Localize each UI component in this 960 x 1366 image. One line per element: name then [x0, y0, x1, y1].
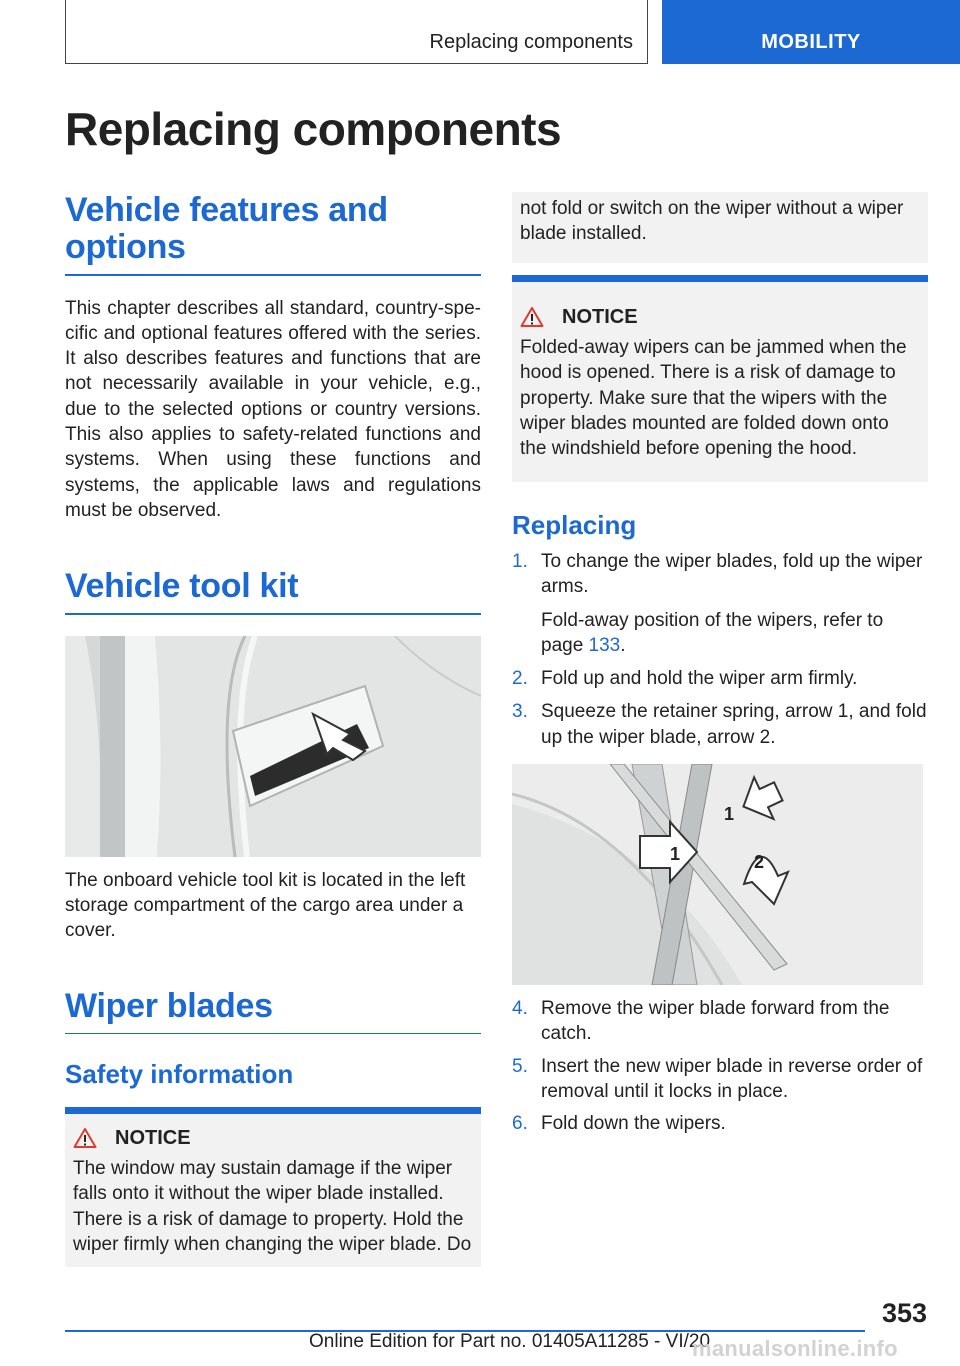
notice1-text: The window may sustain damage if the wiper falls onto it without the wiper blade installed. There is a risk of damage to property. Hold the wiper firmly when changing the wiper blade. Do — [73, 1158, 472, 1255]
features-heading: Vehicle features and options — [65, 191, 388, 266]
header-section-title: Replacing components — [429, 31, 633, 53]
page-title: Replacing components — [65, 103, 562, 155]
step-sub-suffix: . — [620, 634, 626, 656]
notice1-header — [73, 1120, 473, 1156]
notice2-bar — [512, 275, 928, 282]
replacing-heading: Replacing — [512, 510, 637, 540]
notice2-text: Folded-away wipers can be jammed when the hood is opened. There is a risk of damage to property. Make sure that the wipers with the wiper blades mounted are folded down onto the windshield before opening the hood. — [520, 337, 907, 460]
figure-label-2: 2 — [754, 852, 765, 873]
warning-icon — [73, 1127, 97, 1149]
header-chapter-tab[interactable] — [662, 0, 960, 64]
wipers-rule — [65, 1033, 481, 1035]
replacing-steps — [512, 549, 928, 750]
warning-icon — [520, 306, 544, 328]
toolkit-caption: The onboard vehicle tool kit is located in the left storage compartment of the cargo area under a cover. — [65, 869, 466, 942]
notice2-label: NOTICE — [562, 305, 638, 328]
step-number: 6. — [512, 1113, 528, 1135]
header-chapter-label: MOBILITY — [761, 31, 861, 53]
step-number: 5. — [512, 1055, 528, 1077]
step-text: Insert the new wiper blade in reverse order of removal until it locks in place. — [541, 1055, 923, 1102]
page-number: 353 — [881, 1298, 927, 1328]
notice1-box — [65, 1114, 481, 1267]
safety-heading: Safety information — [65, 1059, 294, 1090]
step-item — [512, 1054, 928, 1105]
figure-label-1b: 1 — [670, 844, 681, 865]
step-number: 2. — [512, 668, 528, 690]
features-text: This chapter describes all standard, country-specific and optional features offered with the series. It also describes features and functions that are not necessarily available in your vehicle, e.g., due to the selected options or country versions. This also applies to safety-related functions and systems. When using these functions and systems, the applicable laws and regulations must be observed. — [65, 297, 481, 521]
step-text: Remove the wiper blade forward from the catch. — [541, 998, 890, 1045]
step-text: Fold down the wipers. — [541, 1113, 726, 1135]
step-number: 1. — [512, 551, 528, 572]
figure-label-1a: 1 — [724, 804, 735, 825]
step-item — [512, 699, 928, 750]
step-item — [512, 666, 928, 691]
step-text: To change the wiper blades, fold up the wiper arms. — [541, 551, 923, 598]
wipers-heading: Wiper blades — [65, 986, 273, 1025]
step-item — [512, 1111, 928, 1136]
left-column — [65, 192, 481, 1267]
page-link[interactable]: 133 — [588, 634, 621, 656]
toolkit-image — [65, 636, 481, 857]
step-number: 3. — [512, 701, 528, 723]
toolkit-heading: Vehicle tool kit — [65, 567, 299, 606]
step-text: Squeeze the retainer spring, arrow 1, and fold up the wiper blade, arrow 2. — [541, 701, 927, 748]
header-section-box — [65, 0, 648, 64]
step-sub-prefix: Fold-away position of the wipers, refer to page — [541, 609, 884, 656]
wiper-figure — [512, 764, 923, 985]
footer-edition: Online Edition for Part no. 01405A11285 - VI/20 — [309, 1331, 711, 1352]
notice1-bar — [65, 1107, 481, 1114]
features-rule — [65, 274, 481, 276]
svg-text:manualsonline.info: manualsonline.info — [692, 1336, 898, 1360]
watermark-text — [692, 1336, 952, 1360]
notice1-cont-text: not fold or switch on the wiper without a wiper blade installed. — [520, 198, 904, 245]
right-column — [512, 192, 928, 1137]
step-number: 4. — [512, 998, 528, 1020]
notice2-box — [512, 282, 928, 482]
step-sub-text — [541, 608, 928, 659]
step-text: Fold up and hold the wiper arm firmly. — [541, 668, 858, 690]
step-item — [512, 549, 928, 658]
notice1-label: NOTICE — [115, 1126, 191, 1149]
toolkit-rule — [65, 613, 481, 615]
replacing-steps-continued — [512, 996, 928, 1136]
notice1-continued — [512, 192, 928, 263]
step-item — [512, 996, 928, 1047]
notice2-header — [520, 299, 920, 335]
